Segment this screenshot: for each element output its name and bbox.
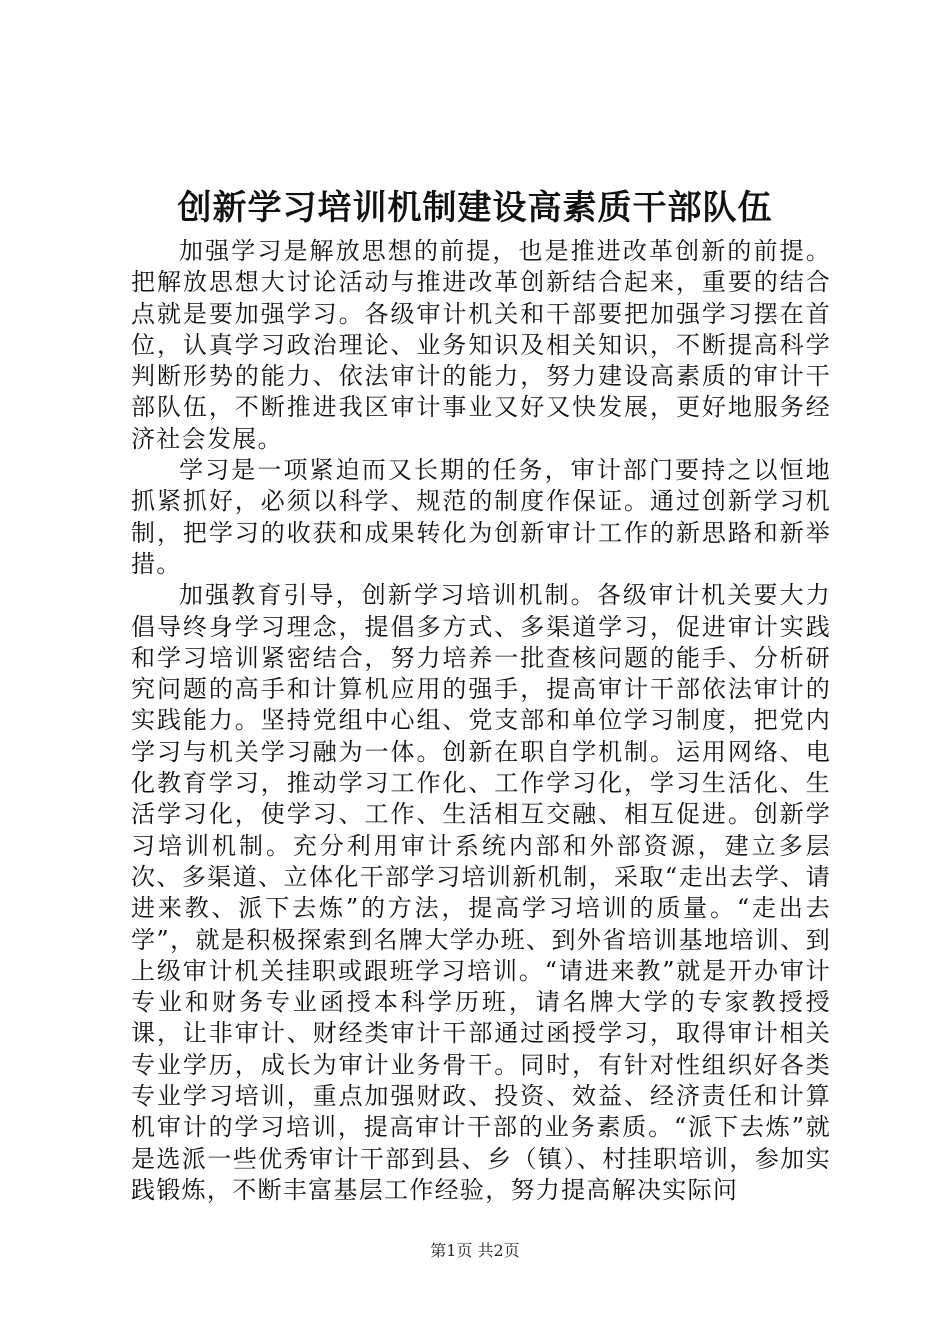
document-body — [131, 236, 831, 1206]
document-title: 创新学习培训机制建设高素质干部队伍 — [177, 188, 773, 228]
paragraph-3: 加强教育引导，创新学习培训机制。各级审计机关要大力倡导终身学习理念，提倡多方式、多渠道学习，促进审计实践和学习培训紧密结合，努力培养一批查核问题的能手、分析研究问题的高手和计算机应用的强手，提高审计干部依法审计的实践能力。坚持党组中心组、党支部和单位学习制度，把党内学习与机关学习融为一体。创新在职自学机制。运用网络、电化教育学习，推动学习工作化、工作学习化，学习生活化、生活学习化，使学习、工作、生活相互交融、相互促进。创新学习培训机制。充分利用审计系统内部和外部资源，建立多层次、多渠道、立体化干部学习培训新机制，采取“走出去学、请进来教、派下去炼”的方法，提高学习培训的质量。“走出去学”，就是积极探索到名牌大学办班、到外省培训基地培训、到上级审计机关挂职或跟班学习培训。“请进来教”就是开办审计专业和财务专业函授本科学历班，请名牌大学的专家教授授课，让非审计、财经类审计干部通过函授学习，取得审计相关专业学历，成长为审计业务骨干。同时，有针对性组织好各类专业学习培训，重点加强财政、投资、效益、经济责任和计算机审计的学习培训，提高审计干部的业务素质。“派下去炼”就是选派一些优秀审计干部到县、乡（镇）、村挂职培训，参加实践锻炼，不断丰富基层工作经验，努力提高解决实际问 — [131, 581, 831, 1204]
paragraph-1: 加强学习是解放思想的前提，也是推进改革创新的前提。把解放思想大讨论活动与推进改革创新结合起来，重要的结合点就是要加强学习。各级审计机关和干部要把加强学习摆在首位，认真学习政治理论、业务知识及相关知识，不断提高科学判断形势的能力、依法审计的能力，努力建设高素质的审计干部队伍，不断推进我区审计事业又好又快发展，更好地服务经济社会发展。 — [131, 237, 831, 453]
page-number-footer: 第1页 共2页 — [430, 1241, 520, 1260]
paragraph-2: 学习是一项紧迫而又长期的任务，审计部门要持之以恒地抓紧抓好，必须以科学、规范的制度作保证。通过创新学习机制，把学习的收获和成果转化为创新审计工作的新思路和新举措。 — [131, 456, 831, 578]
